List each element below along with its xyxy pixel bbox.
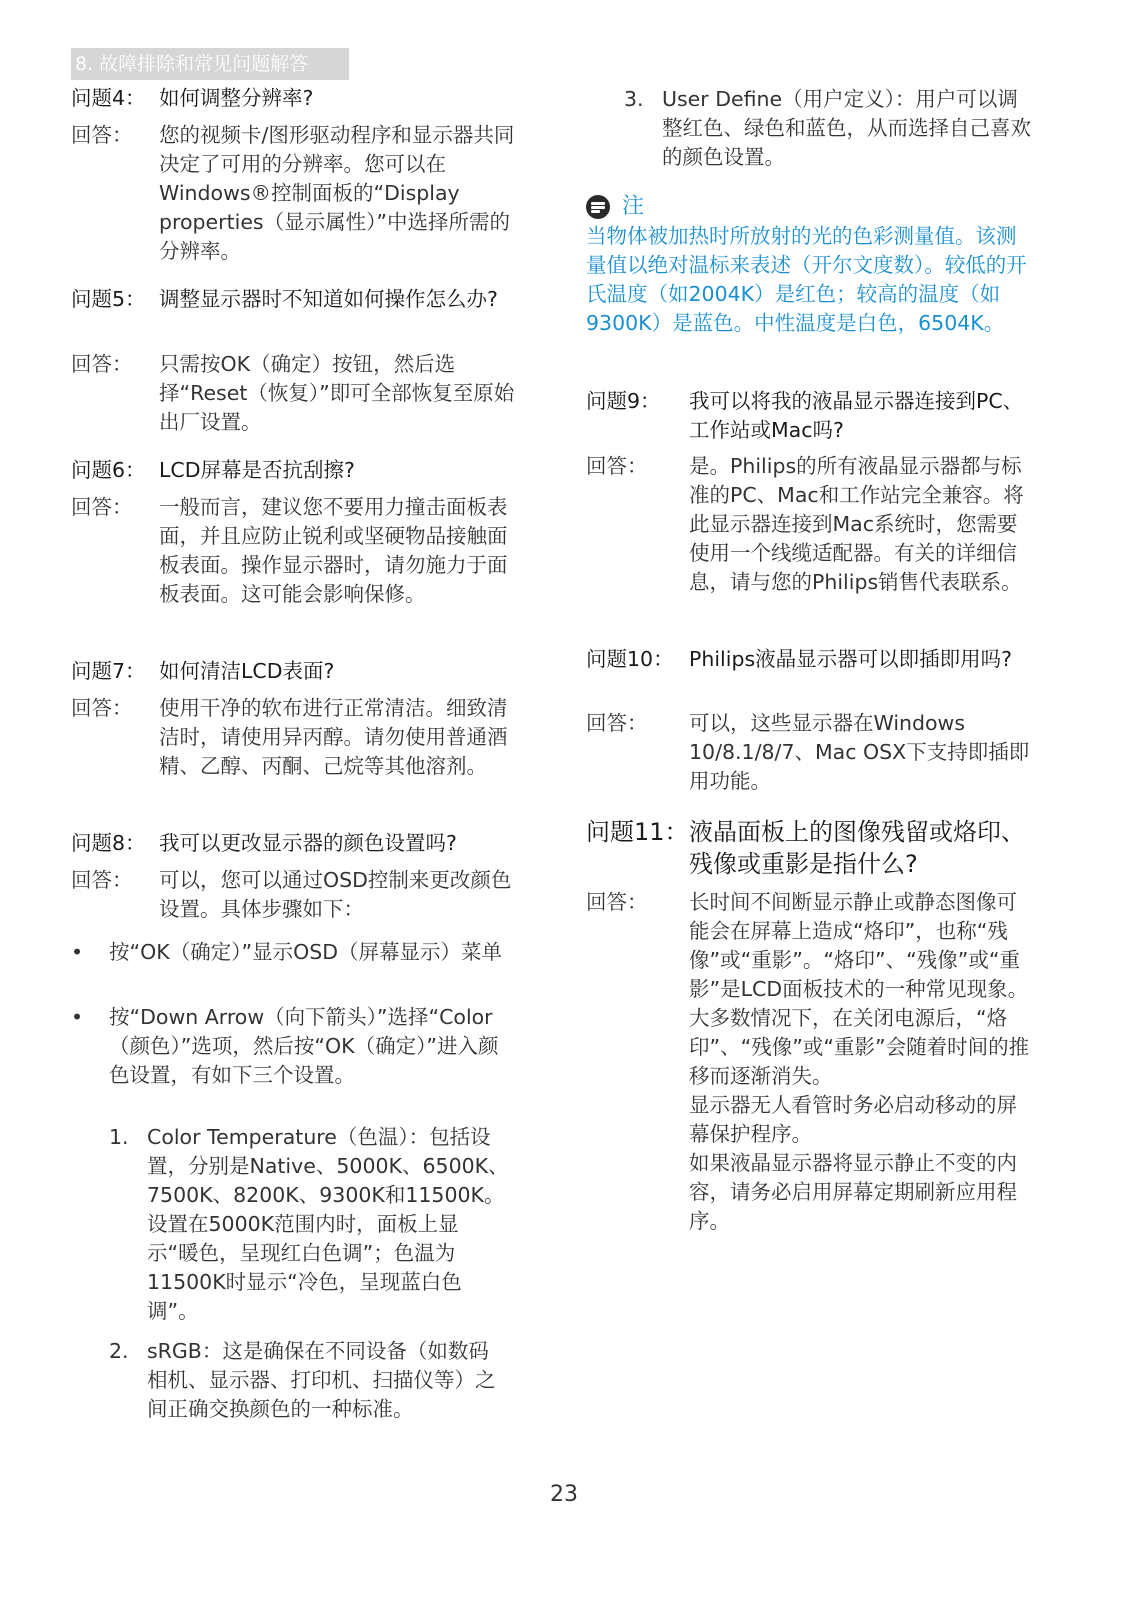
question-label: 问题9： [586,389,661,413]
page-number: 23 [550,1482,578,1507]
item-text: sRGB：这是确保在不同设备（如数码相机、显示器、打印机、扫描仪等）之间正确交换颜色的一种标准。 [147,1339,496,1421]
question-text: LCD屏幕是否抗刮擦? [159,458,355,482]
answer-text: 您的视频卡/图形驱动程序和显示器共同决定了可用的分辨率。您可以在Windows®控制面板的“Display properties（显示属性）”中选择所需的分辨率。 [159,123,515,263]
answer-label: 回答： [586,711,648,735]
question-5 [71,285,521,314]
answer-10 [586,709,1031,796]
question-label: 问题5： [71,287,146,311]
question-8 [71,829,531,858]
bullet-item [71,1003,511,1090]
bullet-dot: • [71,940,84,964]
answer-11 [586,888,1031,1236]
question-text: Philips液晶显示器可以即插即用吗? [689,647,1013,671]
numbered-item-1 [109,1123,509,1326]
question-10 [586,645,1031,674]
answer-6 [71,493,521,609]
answer-paragraph: 如果液晶显示器将显示静止不变的内容，请务必启用屏幕定期刷新应用程序。 [689,1151,1017,1233]
question-label: 问题11： [586,818,689,846]
answer-7 [71,694,521,781]
answer-4 [71,121,521,266]
numbered-item-3 [624,85,1034,172]
answer-label: 回答： [71,352,133,376]
bullet-text: 按“Down Arrow（向下箭头）”选择“Color（颜色）”选项，然后按“OK（确定）”进入颜色设置，有如下三个设置。 [109,1005,499,1087]
question-label: 问题4： [71,86,146,110]
item-text: User Define（用户定义）：用户可以调整红色、绿色和蓝色，从而选择自己喜欢的颜色设置。 [662,87,1031,169]
answer-paragraph: 显示器无人看管时务必启动移动的屏幕保护程序。 [689,1093,1017,1146]
answer-text: 使用干净的软布进行正常清洁。细致清洁时，请使用异丙醇。请勿使用普通酒精、乙醇、丙酮、己烷等其他溶剂。 [159,696,508,778]
note-title: 注 [622,194,645,219]
note-text: 当物体被加热时所放射的光的色彩测量值。该测量值以绝对温标来表述（开尔文度数）。较低的开氏温度（如2004K）是红色；较高的温度（如9300K）是蓝色。中性温度是白色，6504K。 [586,224,1027,335]
question-text: 如何调整分辨率? [159,86,314,110]
question-text: 调整显示器时不知道如何操作怎么办? [159,287,498,311]
answer-text: 只需按OK（确定）按钮，然后选择“Reset（恢复）”即可全部恢复至原始出厂设置。 [159,352,515,434]
answer-label: 回答： [71,868,133,892]
item-number: 2. [109,1339,129,1363]
question-text: 我可以更改显示器的颜色设置吗? [159,831,457,855]
note-heading [586,192,644,222]
answer-text: 是。Philips的所有液晶显示器都与标准的PC、Mac和工作站完全兼容。将此显示器连接到Mac系统时，您需要使用一个线缆适配器。有关的详细信息，请与您的Philips销售代表联系。 [689,454,1024,594]
section-tab: 8. 故障排除和常见问题解答 [71,48,349,80]
answer-label: 回答： [71,696,133,720]
bullet-text: 按“OK（确定）”显示OSD（屏幕显示）菜单 [109,940,503,964]
question-text: 我可以将我的液晶显示器连接到PC、工作站或Mac吗? [689,389,1024,442]
question-4 [71,84,521,113]
note-icon [586,195,610,219]
answer-text: 一般而言，建议您不要用力撞击面板表面，并且应防止锐利或坚硬物品接触面板表面。操作显示器时，请勿施力于面板表面。这可能会影响保修。 [159,495,508,606]
answer-text [689,888,1031,1236]
question-label: 问题10： [586,647,674,671]
item-number: 3. [624,87,644,111]
question-text: 如何清洁LCD表面? [159,659,335,683]
answer-8 [71,866,531,924]
question-9 [586,387,1031,445]
question-6 [71,456,521,485]
question-label: 问题8： [71,831,146,855]
question-label: 问题7： [71,659,146,683]
answer-text: 可以，这些显示器在Windows 10/8.1/8/7、Mac OSX下支持即插即用功能。 [689,711,1030,793]
answer-label: 回答： [71,495,133,519]
answer-label: 回答： [71,123,133,147]
answer-label: 回答： [586,890,648,914]
numbered-item-2 [109,1337,509,1424]
answer-text: 可以，您可以通过OSD控制来更改颜色设置。具体步骤如下： [159,868,512,921]
question-label: 问题6： [71,458,146,482]
answer-9 [586,452,1031,597]
question-7 [71,657,521,686]
item-text: Color Temperature（色温）：包括设置，分别是Native、5000K、6500K、7500K、8200K、9300K和11500K。设置在5000K范围内时，面板上显示“暖色，呈现红白色调”；色温为11500K时显示“冷色，呈现蓝白色调”。 [147,1125,509,1323]
bullet-dot: • [71,1005,84,1029]
item-number: 1. [109,1125,129,1149]
answer-paragraph: 长时间不间断显示静止或静态图像可能会在屏幕上造成“烙印”，也称“残像”或“重影”。“烙印”、“残像”或“重影”是LCD面板技术的一种常见现象。大多数情况下，在关闭电源后，“烙印”、“残像”或“重影”会随着时间的推移而逐渐消失。 [689,890,1030,1088]
bullet-item [71,938,511,967]
answer-label: 回答： [586,454,648,478]
question-text: 液晶面板上的图像残留或烙印、残像或重影是指什么? [689,818,1025,878]
answer-5 [71,350,521,437]
question-11 [586,816,1031,880]
